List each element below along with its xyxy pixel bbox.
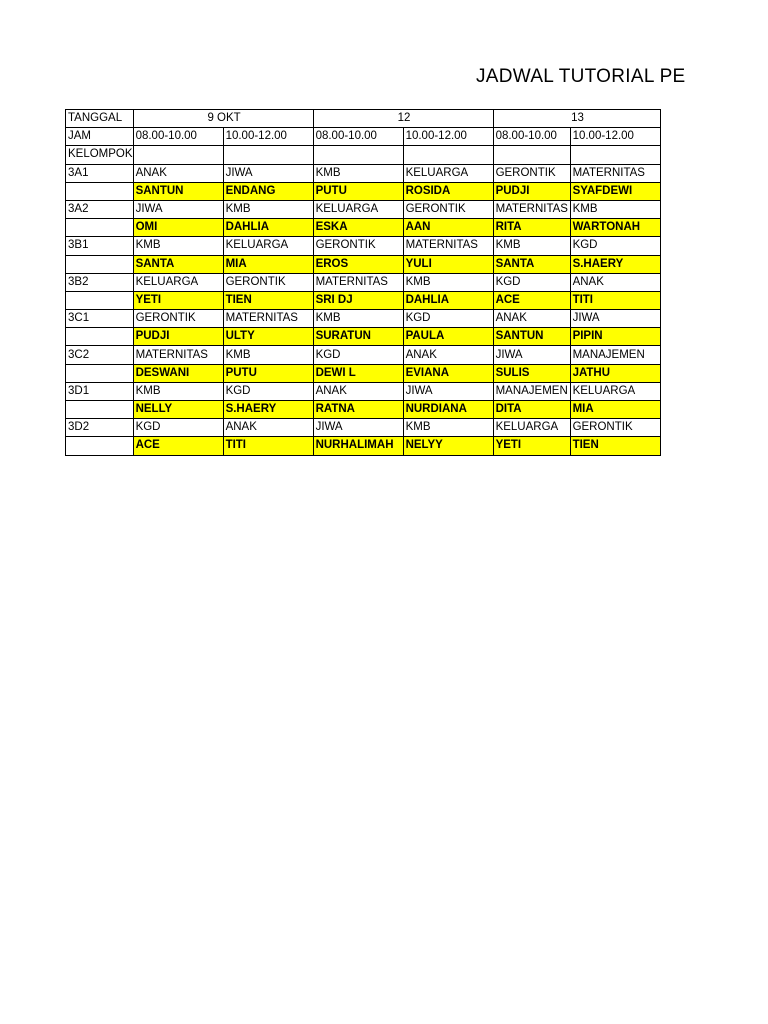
empty-cell <box>493 146 570 164</box>
subject-cell: MATERNITAS <box>493 200 570 218</box>
group-name: 3D2 <box>66 419 134 437</box>
subject-cell: KMB <box>403 273 493 291</box>
tutor-cell: S.HAERY <box>223 401 313 419</box>
tutor-cell: PAULA <box>403 328 493 346</box>
empty-cell <box>570 146 660 164</box>
tutor-cell: S.HAERY <box>570 255 660 273</box>
subject-cell: KMB <box>313 310 403 328</box>
empty-cell <box>66 291 134 309</box>
tutor-cell: RITA <box>493 219 570 237</box>
subject-cell: KELUARGA <box>403 164 493 182</box>
group-tutor-row <box>66 182 661 200</box>
subject-cell: GERONTIK <box>493 164 570 182</box>
group-subject-row <box>66 237 661 255</box>
time-header-row <box>66 128 661 146</box>
group-tutor-row <box>66 291 661 309</box>
subject-cell: GERONTIK <box>570 419 660 437</box>
empty-cell <box>66 364 134 382</box>
subject-cell: GERONTIK <box>313 237 403 255</box>
date-header: 12 <box>313 110 493 128</box>
subject-cell: KMB <box>133 382 223 400</box>
group-subject-row <box>66 419 661 437</box>
subject-cell: KELUARGA <box>313 200 403 218</box>
subject-cell: GERONTIK <box>133 310 223 328</box>
subject-cell: KGD <box>493 273 570 291</box>
time-header: 10.00-12.00 <box>223 128 313 146</box>
tutor-cell: JATHU <box>570 364 660 382</box>
empty-cell <box>66 437 134 455</box>
tutor-cell: TIEN <box>570 437 660 455</box>
date-header-row <box>66 110 661 128</box>
subject-cell: ANAK <box>403 346 493 364</box>
group-tutor-row <box>66 255 661 273</box>
subject-cell: KELUARGA <box>493 419 570 437</box>
time-header: 10.00-12.00 <box>403 128 493 146</box>
subject-cell: MATERNITAS <box>133 346 223 364</box>
tutor-cell: YETI <box>133 291 223 309</box>
subject-cell: ANAK <box>570 273 660 291</box>
group-name: 3C1 <box>66 310 134 328</box>
subject-cell: KMB <box>313 164 403 182</box>
subject-cell: GERONTIK <box>223 273 313 291</box>
empty-cell <box>66 219 134 237</box>
group-tutor-row <box>66 401 661 419</box>
subject-cell: JIWA <box>223 164 313 182</box>
subject-cell: KMB <box>493 237 570 255</box>
kelompok-row <box>66 146 661 164</box>
tutor-cell: SRI DJ <box>313 291 403 309</box>
subject-cell: KGD <box>223 382 313 400</box>
subject-cell: JIWA <box>403 382 493 400</box>
subject-cell: MANAJEMEN <box>493 382 570 400</box>
empty-cell <box>403 146 493 164</box>
empty-cell <box>66 182 134 200</box>
jam-label: JAM <box>66 128 134 146</box>
subject-cell: JIWA <box>493 346 570 364</box>
subject-cell: ANAK <box>493 310 570 328</box>
tutor-cell: PUDJI <box>493 182 570 200</box>
tutor-cell: DAHLIA <box>223 219 313 237</box>
kelompok-label: KELOMPOK <box>66 146 134 164</box>
group-subject-row <box>66 164 661 182</box>
tutor-cell: MIA <box>570 401 660 419</box>
empty-cell <box>66 328 134 346</box>
date-header: 9 OKT <box>133 110 313 128</box>
date-header: 13 <box>493 110 660 128</box>
subject-cell: GERONTIK <box>403 200 493 218</box>
subject-cell: KMB <box>223 346 313 364</box>
tutor-cell: SANTUN <box>493 328 570 346</box>
tutor-cell: PIPIN <box>570 328 660 346</box>
tutor-cell: AAN <box>403 219 493 237</box>
tanggal-label: TANGGAL <box>66 110 134 128</box>
group-subject-row <box>66 310 661 328</box>
subject-cell: KMB <box>403 419 493 437</box>
tutor-cell: PUTU <box>223 364 313 382</box>
group-name: 3B1 <box>66 237 134 255</box>
tutor-cell: DEWI L <box>313 364 403 382</box>
tutor-cell: ACE <box>493 291 570 309</box>
subject-cell: KELUARGA <box>223 237 313 255</box>
subject-cell: KMB <box>223 200 313 218</box>
subject-cell: JIWA <box>570 310 660 328</box>
tutor-cell: SURATUN <box>313 328 403 346</box>
tutor-cell: SANTA <box>493 255 570 273</box>
group-tutor-row <box>66 437 661 455</box>
tutor-cell: PUTU <box>313 182 403 200</box>
subject-cell: JIWA <box>133 200 223 218</box>
tutor-cell: ESKA <box>313 219 403 237</box>
tutor-cell: NELYY <box>403 437 493 455</box>
group-subject-row <box>66 346 661 364</box>
subject-cell: MANAJEMEN <box>570 346 660 364</box>
tutor-cell: SANTA <box>133 255 223 273</box>
subject-cell: ANAK <box>313 382 403 400</box>
tutor-cell: TITI <box>570 291 660 309</box>
tutor-cell: SULIS <box>493 364 570 382</box>
tutor-cell: NURDIANA <box>403 401 493 419</box>
tutor-cell: YETI <box>493 437 570 455</box>
subject-cell: KELUARGA <box>570 382 660 400</box>
tutor-cell: PUDJI <box>133 328 223 346</box>
tutor-cell: YULI <box>403 255 493 273</box>
tutor-cell: MIA <box>223 255 313 273</box>
subject-cell: KGD <box>313 346 403 364</box>
tutor-cell: DAHLIA <box>403 291 493 309</box>
page-title: JADWAL TUTORIAL PE <box>476 66 686 87</box>
time-header: 08.00-10.00 <box>133 128 223 146</box>
subject-cell: KGD <box>133 419 223 437</box>
subject-cell: MATERNITAS <box>403 237 493 255</box>
time-header: 10.00-12.00 <box>570 128 660 146</box>
group-tutor-row <box>66 328 661 346</box>
tutor-cell: ENDANG <box>223 182 313 200</box>
group-name: 3B2 <box>66 273 134 291</box>
tutor-cell: ACE <box>133 437 223 455</box>
subject-cell: ANAK <box>223 419 313 437</box>
empty-cell <box>66 401 134 419</box>
group-subject-row <box>66 273 661 291</box>
subject-cell: KGD <box>403 310 493 328</box>
group-subject-row <box>66 382 661 400</box>
tutor-cell: DITA <box>493 401 570 419</box>
tutor-cell: NELLY <box>133 401 223 419</box>
group-subject-row <box>66 200 661 218</box>
subject-cell: MATERNITAS <box>313 273 403 291</box>
tutor-cell: WARTONAH <box>570 219 660 237</box>
group-name: 3A1 <box>66 164 134 182</box>
group-name: 3C2 <box>66 346 134 364</box>
group-tutor-row <box>66 219 661 237</box>
subject-cell: KMB <box>133 237 223 255</box>
tutor-cell: TIEN <box>223 291 313 309</box>
time-header: 08.00-10.00 <box>313 128 403 146</box>
subject-cell: ANAK <box>133 164 223 182</box>
subject-cell: MATERNITAS <box>223 310 313 328</box>
tutor-cell: OMI <box>133 219 223 237</box>
time-header: 08.00-10.00 <box>493 128 570 146</box>
tutor-cell: RATNA <box>313 401 403 419</box>
tutor-cell: TITI <box>223 437 313 455</box>
subject-cell: MATERNITAS <box>570 164 660 182</box>
empty-cell <box>133 146 223 164</box>
tutor-cell: SYAFDEWI <box>570 182 660 200</box>
group-name: 3A2 <box>66 200 134 218</box>
subject-cell: JIWA <box>313 419 403 437</box>
schedule-table <box>65 109 661 456</box>
subject-cell: KGD <box>570 237 660 255</box>
empty-cell <box>66 255 134 273</box>
tutor-cell: DESWANI <box>133 364 223 382</box>
tutor-cell: EVIANA <box>403 364 493 382</box>
empty-cell <box>223 146 313 164</box>
tutor-cell: NURHALIMAH <box>313 437 403 455</box>
tutor-cell: EROS <box>313 255 403 273</box>
subject-cell: KELUARGA <box>133 273 223 291</box>
group-name: 3D1 <box>66 382 134 400</box>
tutor-cell: ULTY <box>223 328 313 346</box>
subject-cell: KMB <box>570 200 660 218</box>
tutor-cell: ROSIDA <box>403 182 493 200</box>
tutor-cell: SANTUN <box>133 182 223 200</box>
empty-cell <box>313 146 403 164</box>
group-tutor-row <box>66 364 661 382</box>
